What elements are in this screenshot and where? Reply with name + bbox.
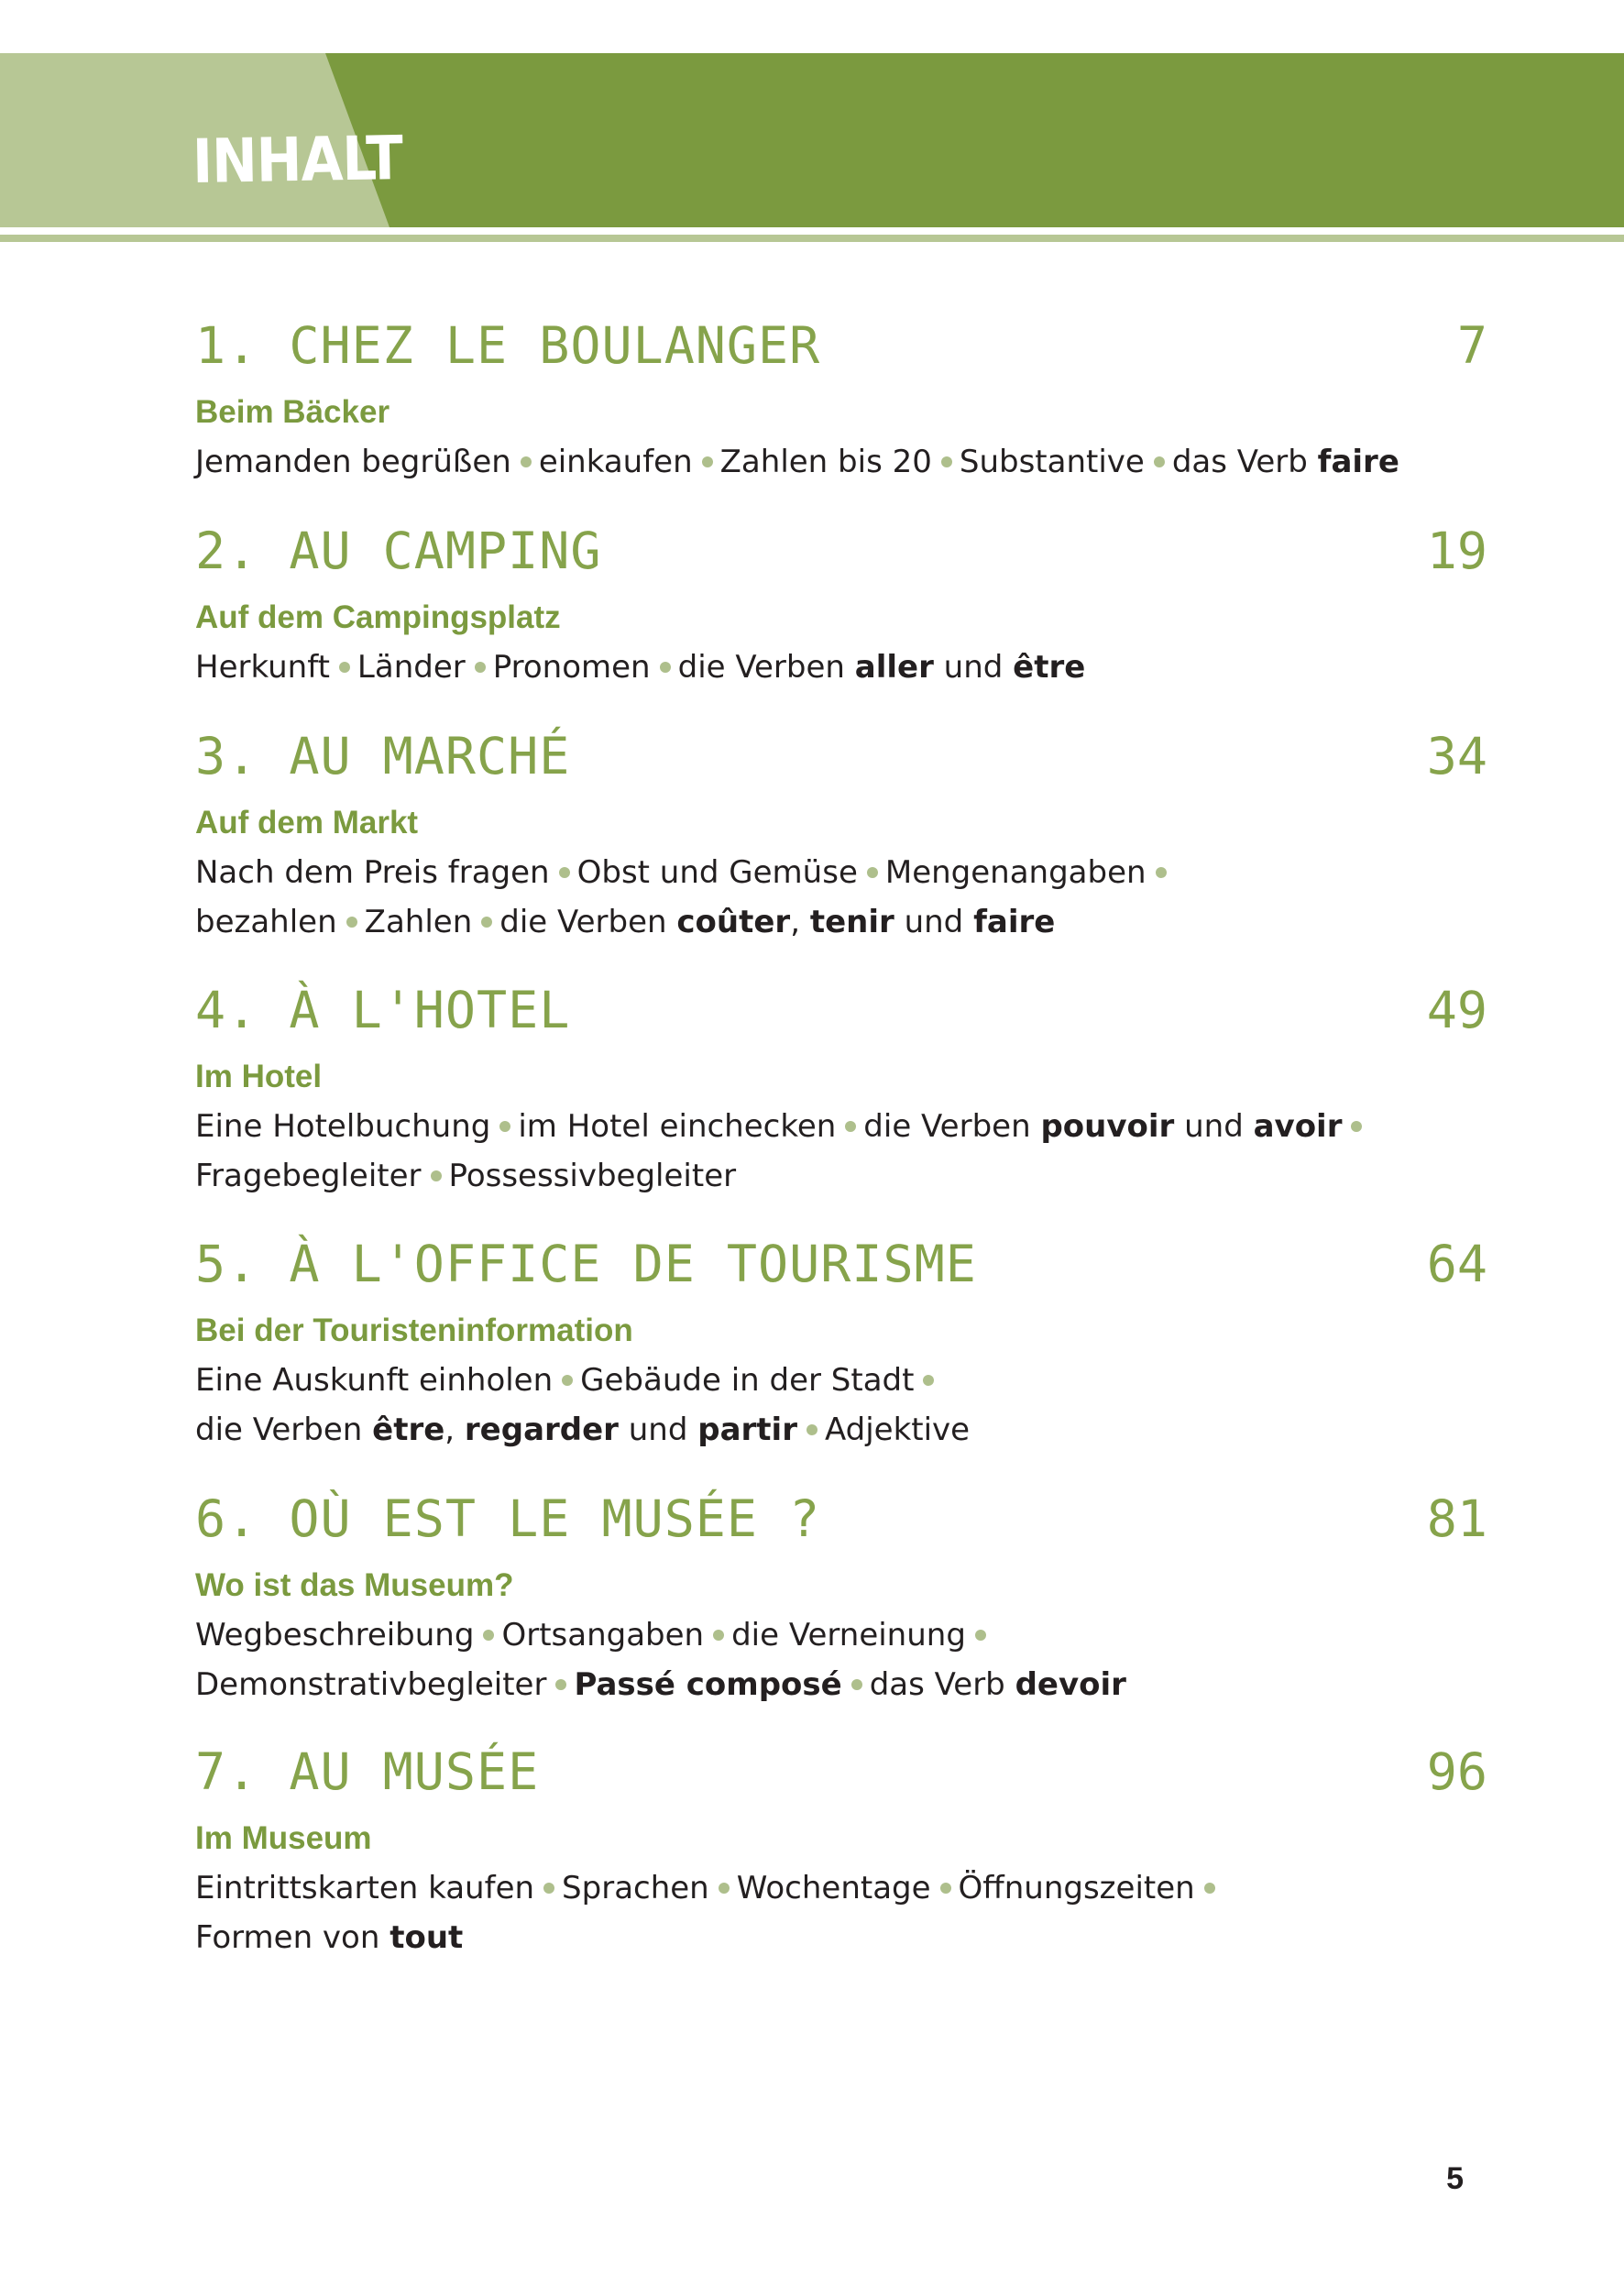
chapter-page-number: 19 — [1426, 522, 1487, 580]
chapter-topics — [195, 1356, 1487, 1455]
topic-text: Adjektive — [824, 1412, 971, 1448]
bullet-dot-icon — [559, 867, 570, 878]
topic-line — [195, 1151, 1487, 1201]
topic-text: und — [933, 649, 1014, 686]
toc-chapter[interactable] — [195, 1742, 1487, 1962]
topic-text: und — [1174, 1108, 1254, 1145]
bullet-dot-icon — [346, 917, 357, 928]
bullet-dot-icon — [940, 1883, 951, 1894]
chapter-subtitle: Im Museum — [195, 1820, 372, 1856]
page-number: 5 — [1446, 2161, 1464, 2196]
topic-line — [195, 1356, 1487, 1405]
topic-keyword: avoir — [1253, 1108, 1343, 1145]
topic-text: Eine Hotelbuchung — [195, 1108, 491, 1145]
toc-chapter[interactable] — [195, 1235, 1487, 1455]
bullet-dot-icon — [499, 1121, 510, 1132]
bullet-dot-icon — [562, 1375, 573, 1386]
topic-text: Fragebegleiter — [195, 1158, 422, 1194]
topic-keyword: Passé composé — [574, 1666, 842, 1703]
chapter-topics — [195, 643, 1487, 692]
topic-text: Demonstrativbegleiter — [195, 1666, 547, 1703]
bullet-dot-icon — [845, 1121, 856, 1132]
topic-text: Pronomen — [492, 649, 651, 686]
topic-keyword: regarder — [464, 1412, 619, 1448]
topic-text: die Verben — [195, 1412, 373, 1448]
page-title: INHALT — [192, 123, 403, 197]
bullet-dot-icon — [1351, 1121, 1362, 1132]
chapter-topics — [195, 848, 1487, 947]
topic-text: im Hotel einchecken — [518, 1108, 837, 1145]
topic-line — [195, 1102, 1487, 1151]
topic-keyword: tout — [390, 1919, 464, 1956]
topic-text: Nach dem Preis fragen — [195, 854, 550, 891]
bullet-dot-icon — [941, 456, 952, 467]
bullet-dot-icon — [713, 1630, 724, 1641]
topic-keyword: coûter — [676, 904, 791, 940]
bullet-dot-icon — [851, 1679, 862, 1690]
bullet-dot-icon — [483, 1630, 494, 1641]
chapter-subtitle: Beim Bäcker — [195, 394, 390, 430]
chapter-title: 7. AU MUSÉE — [195, 1742, 540, 1801]
topic-text: die Verben — [677, 649, 855, 686]
bullet-dot-icon — [475, 662, 486, 673]
topic-text: , — [444, 1412, 465, 1448]
topic-text: Herkunft — [195, 649, 330, 686]
chapter-topics — [195, 1863, 1487, 1962]
topic-text: Zahlen — [364, 904, 473, 940]
topic-text: Sprachen — [562, 1870, 709, 1906]
chapter-page-number: 96 — [1426, 1742, 1487, 1801]
toc-chapter[interactable] — [195, 316, 1487, 487]
topic-text: Eintrittskarten kaufen — [195, 1870, 535, 1906]
topic-text: Jemanden begrüßen — [195, 444, 511, 480]
chapter-title: 1. CHEZ LE BOULANGER — [195, 316, 821, 375]
bullet-dot-icon — [702, 456, 713, 467]
toc-chapter[interactable] — [195, 522, 1487, 692]
topic-text: Zahlen bis 20 — [719, 444, 932, 480]
topic-text: Ortsangaben — [501, 1617, 705, 1653]
bullet-dot-icon — [521, 456, 532, 467]
chapter-page-number: 7 — [1456, 316, 1487, 375]
bullet-dot-icon — [660, 662, 671, 673]
topic-keyword: devoir — [1015, 1666, 1126, 1703]
bullet-dot-icon — [555, 1679, 566, 1690]
topic-text: Possessivbegleiter — [448, 1158, 737, 1194]
topic-text: die Verneinung — [731, 1617, 966, 1653]
bullet-dot-icon — [1156, 867, 1167, 878]
topic-line — [195, 437, 1487, 487]
bullet-dot-icon — [975, 1630, 986, 1641]
topic-keyword: tenir — [809, 904, 894, 940]
topic-text: Eine Auskunft einholen — [195, 1362, 554, 1399]
topic-text: die Verben — [863, 1108, 1041, 1145]
chapter-topics — [195, 1610, 1487, 1709]
topic-text: Mengenangaben — [884, 854, 1147, 891]
chapter-page-number: 49 — [1426, 981, 1487, 1039]
topic-text: das Verb — [869, 1666, 1015, 1703]
topic-text: Gebäude in der Stadt — [580, 1362, 915, 1399]
chapter-title: 2. AU CAMPING — [195, 522, 602, 580]
topic-text: Obst und Gemüse — [576, 854, 858, 891]
bullet-dot-icon — [1154, 456, 1165, 467]
bullet-dot-icon — [431, 1170, 442, 1181]
chapter-subtitle: Bei der Touristeninformation — [195, 1313, 633, 1348]
topic-line — [195, 643, 1487, 692]
chapter-topics — [195, 1102, 1487, 1201]
topic-keyword: aller — [854, 649, 934, 686]
topic-keyword: être — [1013, 649, 1086, 686]
topic-line — [195, 1405, 1487, 1455]
toc-chapter[interactable] — [195, 981, 1487, 1201]
topic-text: Formen von — [195, 1919, 390, 1956]
topic-text: die Verben — [499, 904, 677, 940]
chapter-page-number: 64 — [1426, 1235, 1487, 1293]
bullet-dot-icon — [543, 1883, 554, 1894]
chapter-page-number: 81 — [1426, 1489, 1487, 1548]
topic-keyword: partir — [697, 1412, 797, 1448]
topic-keyword: pouvoir — [1040, 1108, 1175, 1145]
toc-chapter[interactable] — [195, 1489, 1487, 1709]
topic-text: und — [618, 1412, 698, 1448]
topic-text: Öffnungszeiten — [958, 1870, 1195, 1906]
topic-text: Substantive — [959, 444, 1145, 480]
bullet-dot-icon — [1204, 1883, 1215, 1894]
topic-line — [195, 1913, 1487, 1962]
bullet-dot-icon — [867, 867, 878, 878]
bullet-dot-icon — [719, 1883, 730, 1894]
topic-text: und — [894, 904, 974, 940]
topic-text: Wegbeschreibung — [195, 1617, 475, 1653]
topic-line — [195, 1863, 1487, 1913]
chapter-title: 3. AU MARCHÉ — [195, 727, 571, 785]
chapter-topics — [195, 437, 1487, 487]
topic-line — [195, 897, 1487, 947]
bullet-dot-icon — [923, 1375, 934, 1386]
topic-text: Wochentage — [736, 1870, 931, 1906]
bullet-dot-icon — [807, 1424, 817, 1435]
bullet-dot-icon — [481, 917, 492, 928]
bullet-dot-icon — [339, 662, 350, 673]
chapter-page-number: 34 — [1426, 727, 1487, 785]
chapter-title: 6. OÙ EST LE MUSÉE ? — [195, 1489, 821, 1548]
topic-keyword: faire — [1317, 444, 1399, 480]
topic-keyword: faire — [973, 904, 1056, 940]
topic-keyword: être — [372, 1412, 445, 1448]
chapter-subtitle: Auf dem Campingsplatz — [195, 599, 561, 635]
chapter-title: 4. À L'HOTEL — [195, 981, 571, 1039]
topic-text: einkaufen — [538, 444, 693, 480]
header-divider — [0, 235, 1624, 242]
chapter-subtitle: Im Hotel — [195, 1059, 323, 1094]
topic-text: , — [790, 904, 810, 940]
toc-chapter[interactable] — [195, 727, 1487, 947]
topic-line — [195, 1610, 1487, 1660]
topic-text: bezahlen — [195, 904, 337, 940]
topic-line — [195, 1660, 1487, 1709]
topic-text: das Verb — [1171, 444, 1318, 480]
chapter-subtitle: Auf dem Markt — [195, 805, 419, 840]
topic-text: Länder — [357, 649, 466, 686]
topic-line — [195, 848, 1487, 897]
chapter-title: 5. À L'OFFICE DE TOURISME — [195, 1235, 977, 1293]
chapter-subtitle: Wo ist das Museum? — [195, 1567, 514, 1603]
